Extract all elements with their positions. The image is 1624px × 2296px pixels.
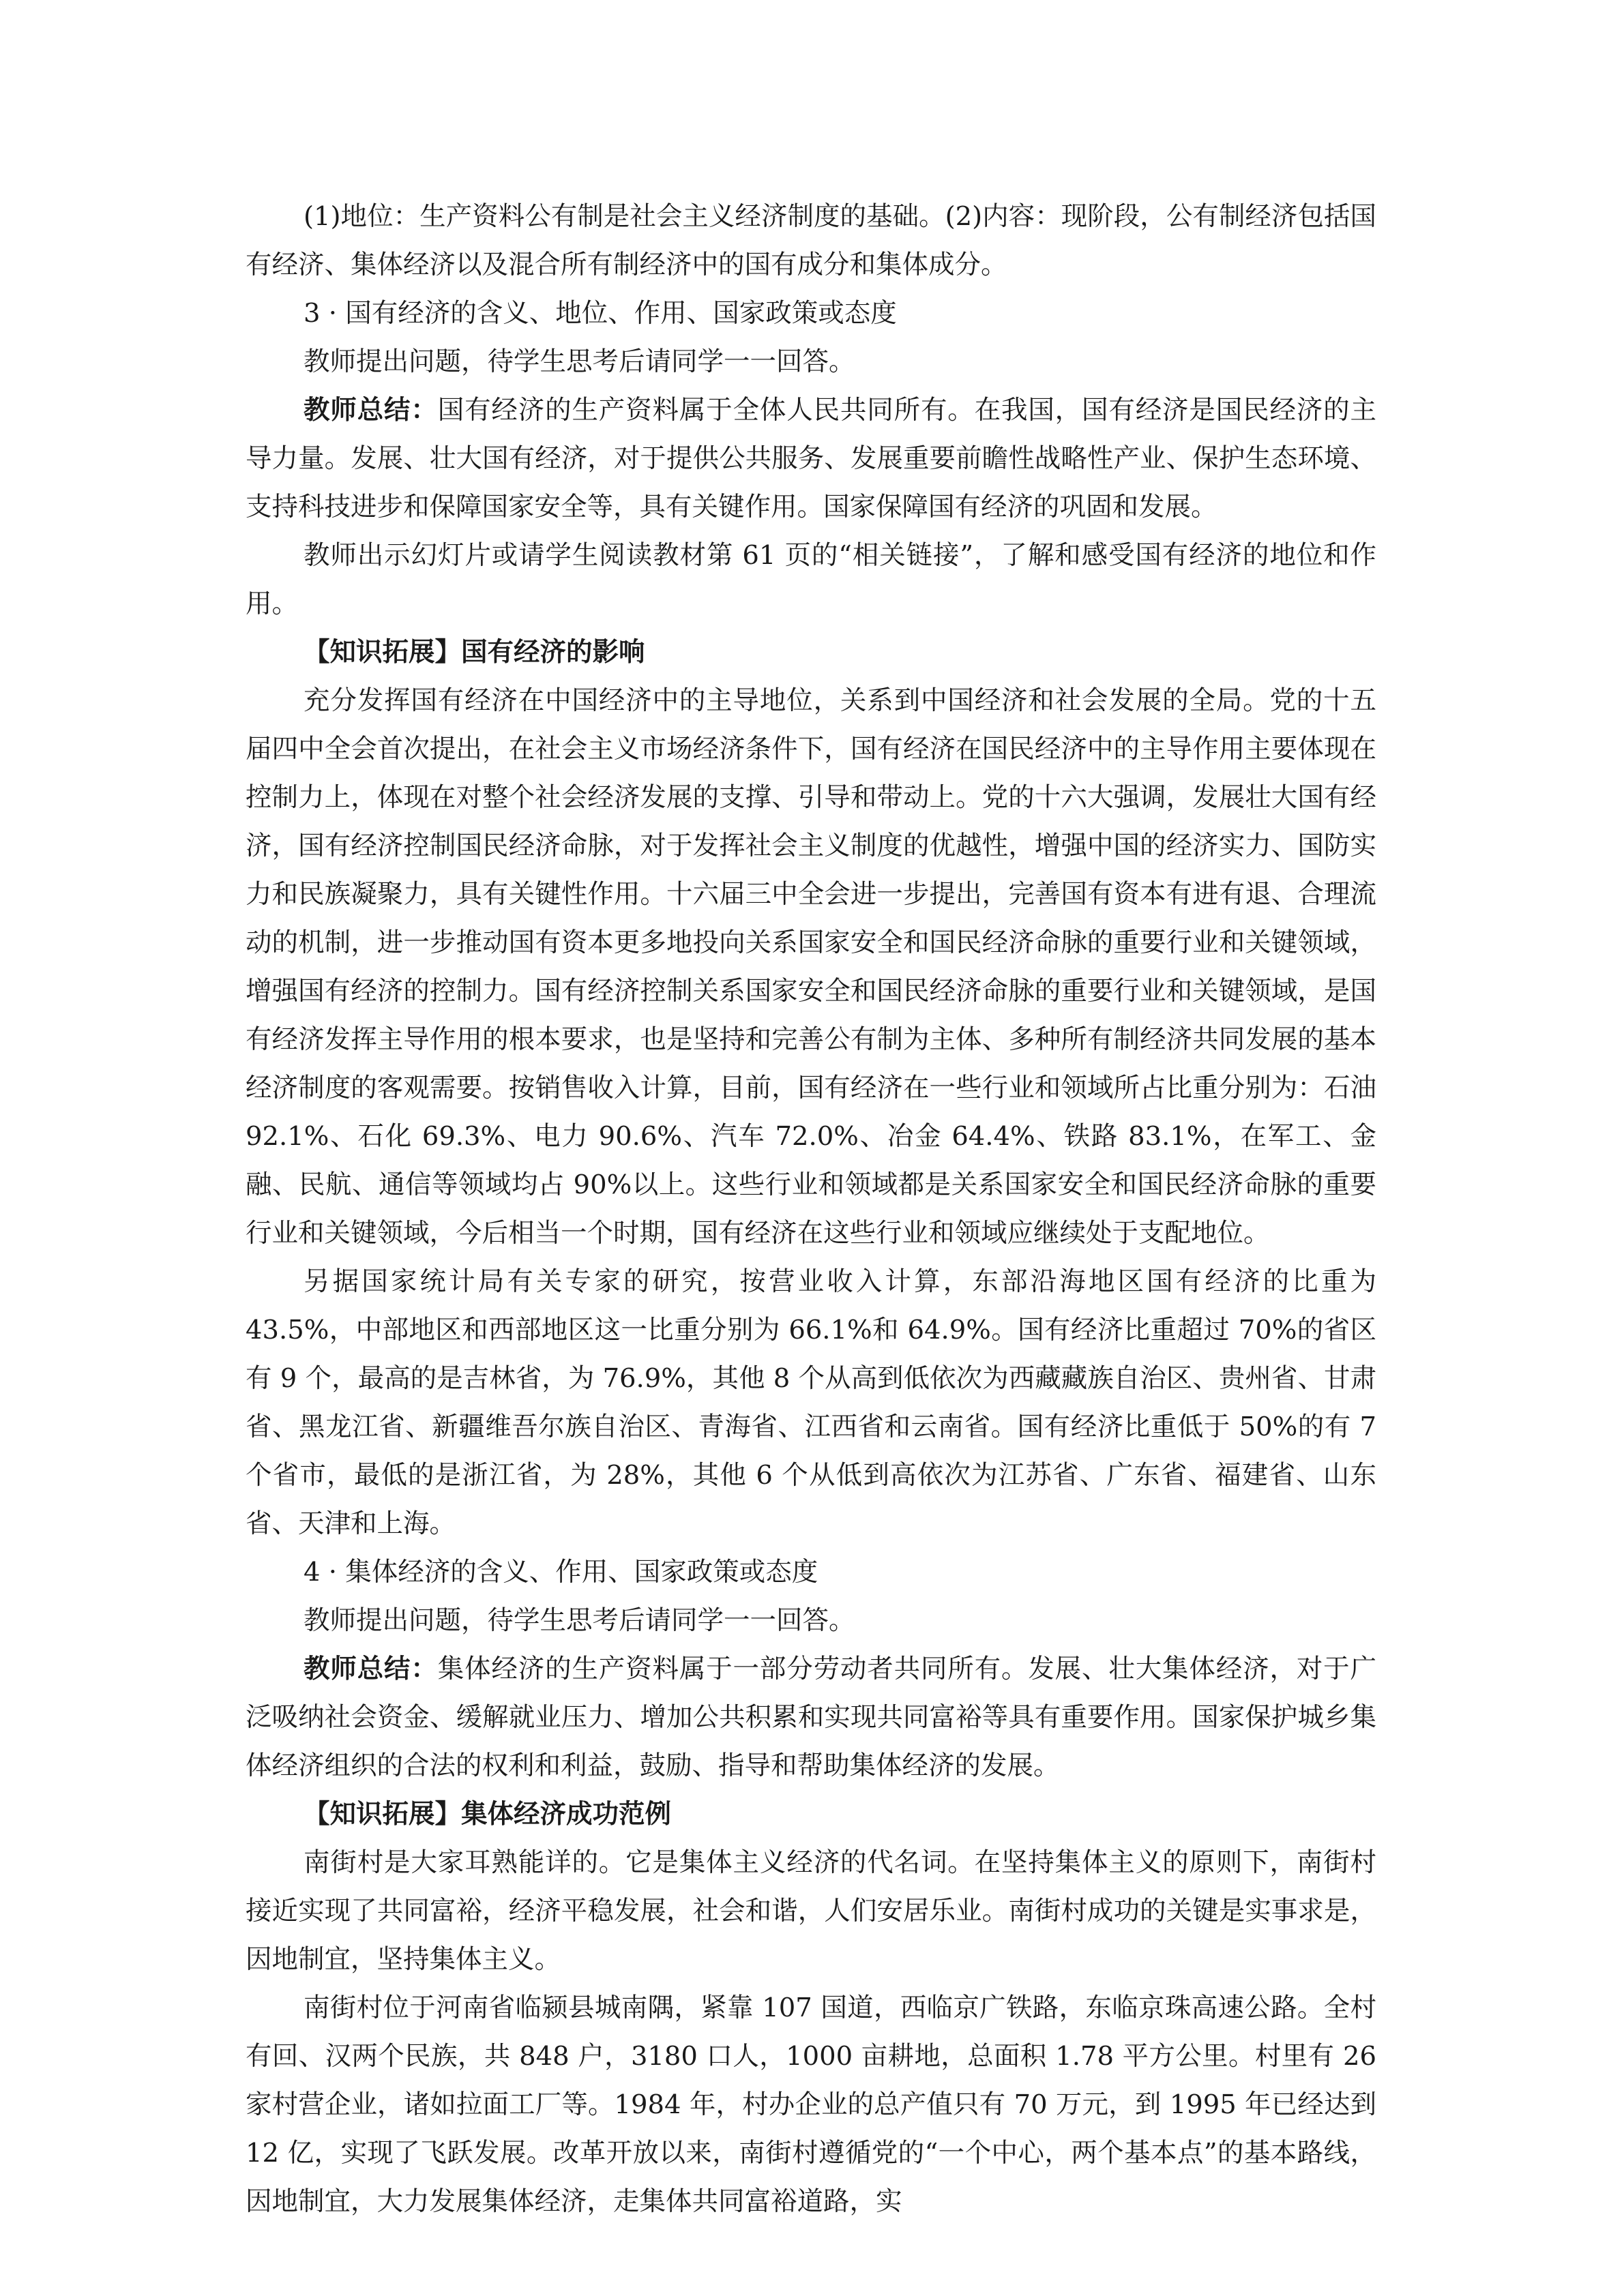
document-page xyxy=(246,192,1376,2226)
paragraph-regional-statistics: 另据国家统计局有关专家的研究，按营业收入计算，东部沿海地区国有经济的比重为 43.5%，中部地区和西部地区这一比重分别为 66.1%和 64.9%。国有经济比重超过 70%的省区有 9 个，最高的是吉林省，为 76.9%，其他 8 个从高到低依次为西藏藏族自治区、贵州省、甘肃省、黑龙江省、新疆维吾尔族自治区、青海省、江西省和云南省。国有经济比重低于 50%的有 7 个省市，最低的是浙江省，为 28%，其他 6 个从低到高依次为江苏省、广东省、福建省、山东省、天津和上海。 xyxy=(246,1266,1376,1539)
paragraph-teacher-summary-collective xyxy=(246,1645,1376,1790)
summary-lead-label: 教师总结： xyxy=(304,1654,438,1684)
summary-text: 集体经济的生产资料属于一部分劳动者共同所有。发展、壮大集体经济，对于广泛吸纳社会资金、缓解就业压力、增加公共积累和实现共同富裕等具有重要作用。国家保护城乡集体经济组织的合法的权利和利益，鼓励、指导和帮助集体经济的发展。 xyxy=(246,1654,1376,1781)
paragraph-teacher-summary-state xyxy=(246,386,1376,531)
paragraph-teacher-question-1: 教师提出问题，待学生思考后请同学一一回答。 xyxy=(304,346,855,377)
paragraph-nanjie-details: 南街村位于河南省临颍县城南隅，紧靠 107 国道，西临京广铁路，东临京珠高速公路。全村有回、汉两个民族，共 848 户，3180 口人，1000 亩耕地，总面积 1.78 平方公里。村里有 26 家村营企业，诸如拉面工厂等。1984 年，村办企业的总产值只有 70 万元，到 1995 年已经达到 12 亿，实现了飞跃发展。改革开放以来，南街村遵循党的“一个中心，两个基本点”的基本路线，因地制宜，大力发展集体经济，走集体共同富裕道路，实 xyxy=(246,1993,1376,2217)
summary-lead-label: 教师总结： xyxy=(304,395,438,426)
paragraph-nanjie-intro: 南街村是大家耳熟能详的。它是集体主义经济的代名词。在坚持集体主义的原则下，南街村接近实现了共同富裕，经济平稳发展，社会和谐，人们安居乐业。南街村成功的关键是实事求是，因地制宜，坚持集体主义。 xyxy=(246,1847,1376,1975)
summary-text: 国有经济的生产资料属于全体人民共同所有。在我国，国有经济是国民经济的主导力量。发展、壮大国有经济，对于提供公共服务、发展重要前瞻性战略性产业、保护生态环境、支持科技进步和保障国家安全等，具有关键作用。国家保障国有经济的巩固和发展。 xyxy=(246,395,1376,522)
section-3-title: 3 · 国有经济的含义、地位、作用、国家政策或态度 xyxy=(304,298,897,329)
knowledge-extension-heading-collective: 【知识拓展】集体经济成功范例 xyxy=(304,1799,672,1830)
paragraph-state-economy-influence: 充分发挥国有经济在中国经济中的主导地位，关系到中国经济和社会发展的全局。党的十五届四中全会首次提出，在社会主义市场经济条件下，国有经济在国民经济中的主导作用主要体现在控制力上，体现在对整个社会经济发展的支撑、引导和带动上。党的十六大强调，发展壮大国有经济，国有经济控制国民经济命脉，对于发挥社会主义制度的优越性，增强中国的经济实力、国防实力和民族凝聚力，具有关键性作用。十六届三中全会进一步提出，完善国有资本有进有退、合理流动的机制，进一步推动国有资本更多地投向关系国家安全和国民经济命脉的重要行业和关键领域，增强国有经济的控制力。国有经济控制关系国家安全和国民经济命脉的重要行业和关键领域，是国有经济发挥主导作用的根本要求，也是坚持和完善公有制为主体、多种所有制经济共同发展的基本经济制度的客观需要。按销售收入计算，目前，国有经济在一些行业和领域所占比重分别为：石油 92.1%、石化 69.3%、电力 90.6%、汽车 72.0%、冶金 64.4%、铁路 83.1%，在军工、金融、民航、通信等领域均占 90%以上。这些行业和领域都是关系国家安全和国民经济命脉的重要行业和关键领域，今后相当一个时期，国有经济在这些行业和领域应继续处于支配地位。 xyxy=(246,685,1376,1249)
paragraph-slides-reading: 教师出示幻灯片或请学生阅读教材第 61 页的“相关链接”，了解和感受国有经济的地位和作用。 xyxy=(246,540,1376,619)
paragraph-public-ownership: (1)地位：生产资料公有制是社会主义经济制度的基础。(2)内容：现阶段，公有制经济包括国有经济、集体经济以及混合所有制经济中的国有成分和集体成分。 xyxy=(246,201,1376,280)
knowledge-extension-heading-state: 【知识拓展】国有经济的影响 xyxy=(304,637,645,668)
section-4-title: 4 · 集体经济的含义、作用、国家政策或态度 xyxy=(304,1557,818,1587)
paragraph-teacher-question-2: 教师提出问题，待学生思考后请同学一一回答。 xyxy=(304,1605,855,1636)
